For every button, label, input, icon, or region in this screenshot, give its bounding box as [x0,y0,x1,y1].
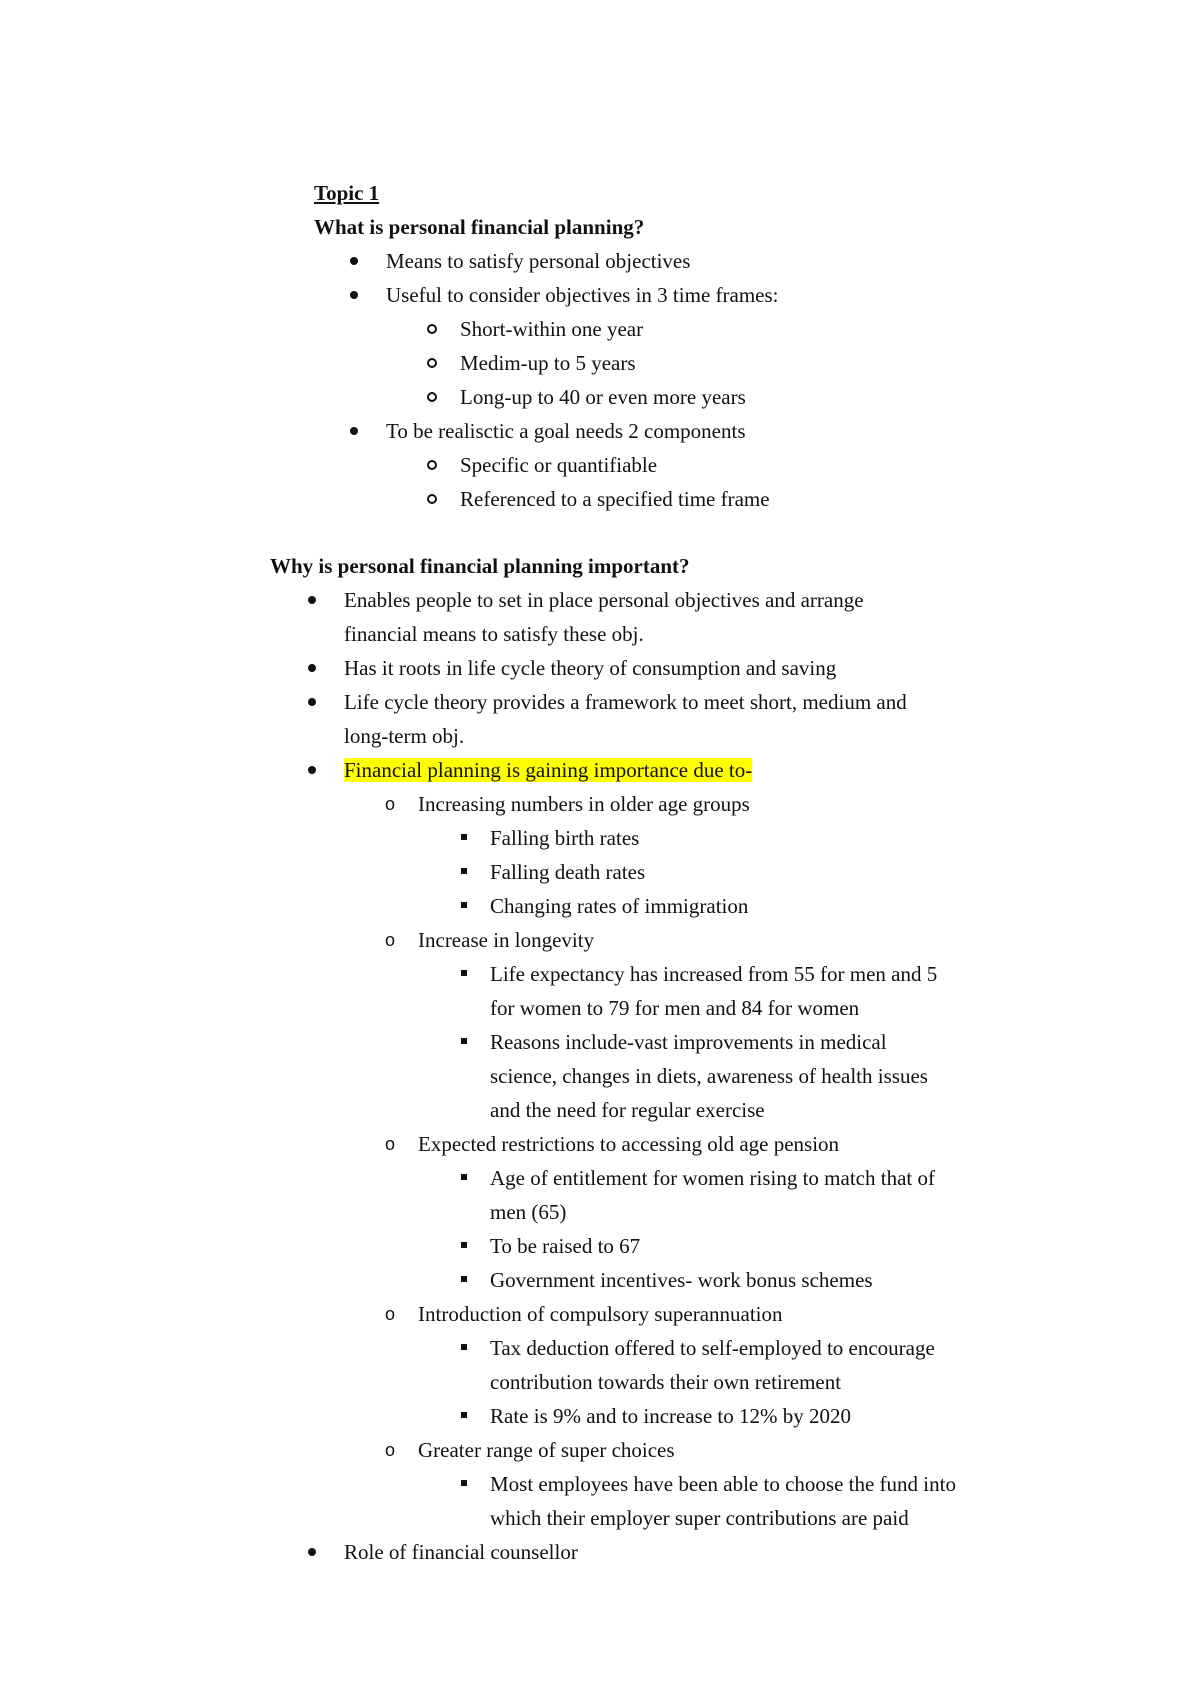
highlighted-list-item: Financial planning is gaining importance due to- [344,758,753,782]
list-item: Reasons include-vast improvements in medical [490,1030,887,1054]
bullet-square-icon [456,1404,472,1428]
bullet-square-icon [456,1336,472,1360]
bullet-ring-icon [424,453,440,477]
list-item: Useful to consider objectives in 3 time frames: [386,283,779,307]
bullet-o-icon: o [384,1304,395,1324]
list-item: Expected restrictions to accessing old age pension [418,1132,840,1156]
list-item: Life expectancy has increased from 55 for men and 5 [490,962,938,986]
list-item: Referenced to a specified time frame [460,487,770,511]
list-item: Life cycle theory provides a framework to meet short, medium and [344,690,907,714]
list-item: Falling death rates [490,860,646,884]
bullet-square-icon [456,1234,472,1258]
list-item: To be raised to 67 [490,1234,641,1258]
list-item: To be realisctic a goal needs 2 components [386,419,746,443]
bullet-dot-icon [304,758,320,782]
bullet-dot-icon [346,419,362,443]
list-item: Specific or quantifiable [460,453,658,477]
bullet-o-icon: o [384,1134,395,1154]
list-item: Role of financial counsellor [344,1540,578,1564]
list-item: Changing rates of immigration [490,894,749,918]
list-item: Long-up to 40 or even more years [460,385,746,409]
bullet-square-icon [456,826,472,850]
list-item-continuation: which their employer super contributions are paid [490,1506,909,1530]
bullet-dot-icon [304,656,320,680]
list-item: Increase in longevity [418,928,595,952]
bullet-dot-icon [346,249,362,273]
list-item: Means to satisfy personal objectives [386,249,691,273]
bullet-ring-icon [424,351,440,375]
list-item-continuation: contribution towards their own retirement [490,1370,842,1394]
list-item: Tax deduction offered to self-employed to encourage [490,1336,935,1360]
list-item: Introduction of compulsory superannuation [418,1302,783,1326]
list-item-continuation: and the need for regular exercise [490,1098,765,1122]
bullet-dot-icon [304,588,320,612]
bullet-o-icon: o [384,930,395,950]
bullet-square-icon [456,860,472,884]
list-item: Greater range of super choices [418,1438,675,1462]
list-item: Has it roots in life cycle theory of consumption and saving [344,656,837,680]
bullet-square-icon [456,1472,472,1496]
bullet-ring-icon [424,487,440,511]
section-heading: What is personal financial planning? [314,215,645,239]
list-item: Increasing numbers in older age groups [418,792,750,816]
bullet-dot-icon [304,690,320,714]
bullet-square-icon [456,894,472,918]
list-item: Falling birth rates [490,826,640,850]
bullet-square-icon [456,1268,472,1292]
bullet-o-icon: o [384,794,395,814]
bullet-ring-icon [424,385,440,409]
list-item: Most employees have been able to choose the fund into [490,1472,956,1496]
list-item: Enables people to set in place personal objectives and arrange [344,588,864,612]
bullet-ring-icon [424,317,440,341]
list-item-continuation: for women to 79 for men and 84 for women [490,996,860,1020]
section-heading: Why is personal financial planning important? [270,554,690,578]
list-item-continuation: long-term obj. [344,724,465,748]
list-item: Government incentives- work bonus schemes [490,1268,873,1292]
list-item-continuation: men (65) [490,1200,567,1224]
bullet-square-icon [456,1166,472,1190]
bullet-o-icon: o [384,1440,395,1460]
bullet-dot-icon [346,283,362,307]
bullet-dot-icon [304,1540,320,1564]
list-item-continuation: science, changes in diets, awareness of health issues [490,1064,928,1088]
topic-title: Topic 1 [314,181,380,205]
list-item-continuation: financial means to satisfy these obj. [344,622,644,646]
list-item: Medim-up to 5 years [460,351,636,375]
bullet-square-icon [456,1030,472,1054]
list-item: Rate is 9% and to increase to 12% by 2020 [490,1404,851,1428]
list-item: Short-within one year [460,317,644,341]
bullet-square-icon [456,962,472,986]
list-item: Age of entitlement for women rising to match that of [490,1166,935,1190]
